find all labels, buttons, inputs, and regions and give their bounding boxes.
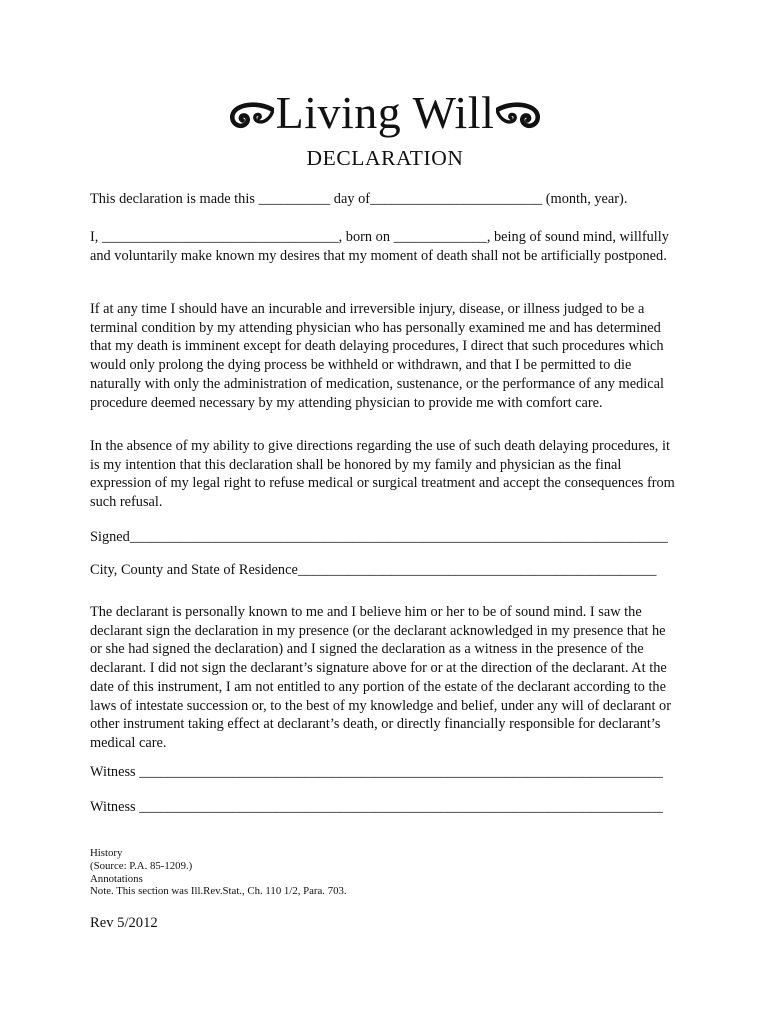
directive-paragraph: If at any time I should have an incurable and irreversible injury, disease, or illness judged to be a terminal condition by my attending physician who has personally examined me and has determined that my death is imminent except for death delaying procedures, I direct that such procedures which would only prolong the dying process be withheld or withdrawn, and that I be permitted to die naturally with only the administration of medication, sustenance, or the performance of any medical procedure deemed necessary by my attending physician to provide me with comfort care. xyxy=(90,301,664,411)
revision-stamp: Rev 5/2012 xyxy=(90,915,158,931)
signed-signature-line: Signed___________________________________________________________________________ xyxy=(90,529,668,545)
witness-signature-line-1: Witness _________________________________________________________________________ xyxy=(90,764,663,780)
fleuron-right-icon xyxy=(496,102,542,132)
document-title-row xyxy=(0,88,770,138)
intention-paragraph: In the absence of my ability to give directions regarding the use of such death delaying procedures, it is my intention that this declaration shall be honored by my family and physician as the final expression of my legal right to refuse medical or surgical treatment and accept the consequences from such refusal. xyxy=(90,438,675,511)
history-notes-block xyxy=(90,847,678,898)
declarant-statement-paragraph: I, _________________________________, born on _____________, being of sound mind, willfully and voluntarily make known my desires that my moment of death shall not be artificially postponed. xyxy=(90,229,669,264)
document-subtitle: DECLARATION xyxy=(306,146,464,170)
witness-signature-line-2: Witness _________________________________________________________________________ xyxy=(90,799,663,815)
history-heading: History xyxy=(90,847,123,859)
date-fill-in-line: This declaration is made this __________ day of________________________ (month, year). xyxy=(90,191,628,207)
witness-statement-paragraph: The declarant is personally known to me and I believe him or her to be of sound mind. I saw the declarant sign the declaration in my presence (or the declarant acknowledged in my presence that he or she had signed the declaration) and I signed the declaration as a witness in the presence of the declarant. I did not sign the declarant’s signature above for or at the direction of the declarant. At the date of this instrument, I am not entitled to any portion of the estate of the declarant according to the laws of intestate succession or, to the best of my knowledge and belief, under any will of declarant or other instrument taking effect at declarant’s death, or directly financially responsible for declarant’s medical care. xyxy=(90,604,671,751)
fleuron-left-icon xyxy=(228,102,274,132)
residence-fill-in-line: City, County and State of Residence__________________________________________________ xyxy=(90,562,657,578)
history-source: (Source: P.A. 85-1209.) xyxy=(90,859,193,872)
annotations-heading: Annotations xyxy=(90,872,143,885)
page-title: Living Will xyxy=(275,87,495,138)
history-note: Note. This section was Ill.Rev.Stat., Ch. 110 1/2, Para. 703. xyxy=(90,885,347,898)
